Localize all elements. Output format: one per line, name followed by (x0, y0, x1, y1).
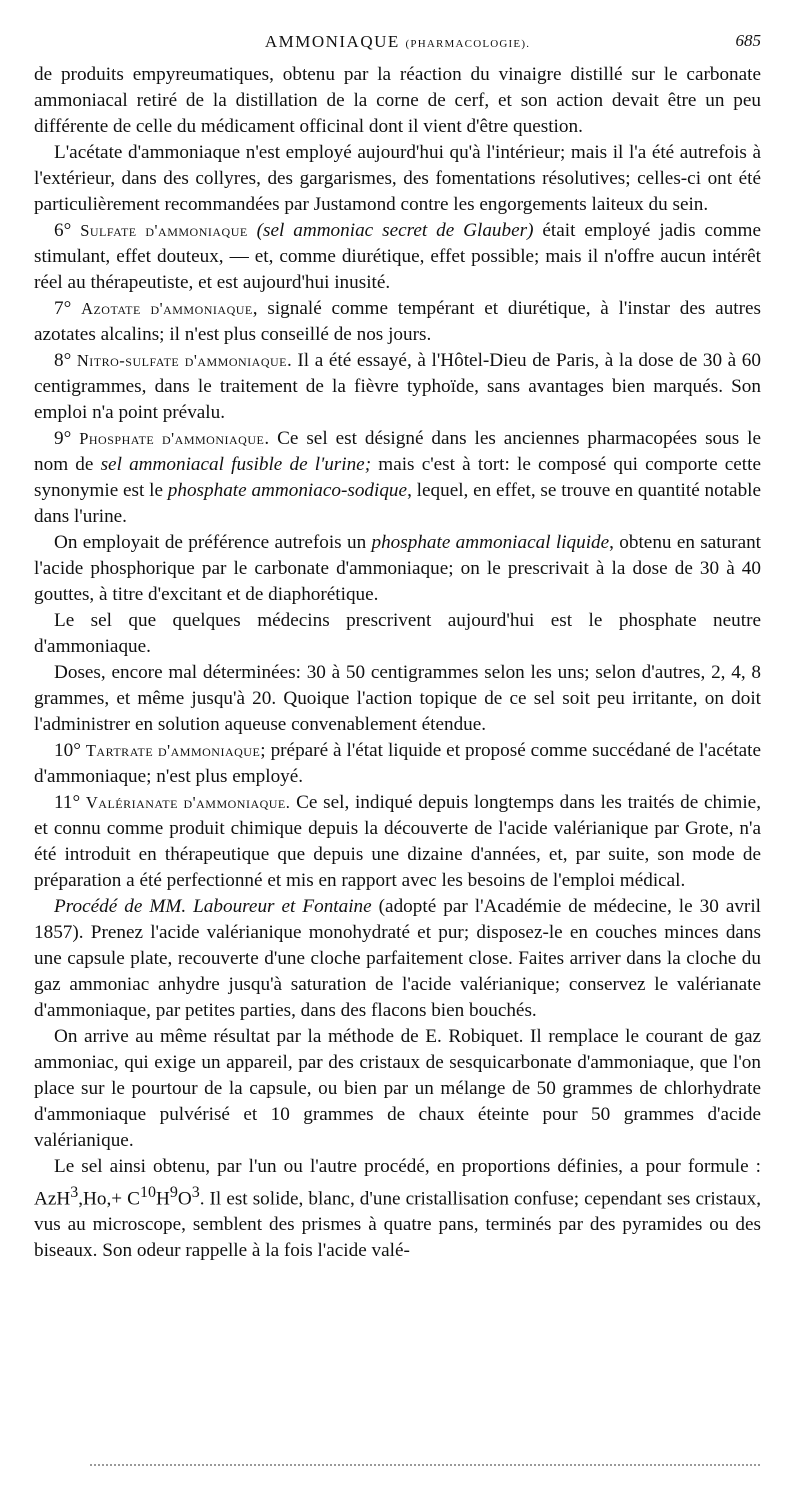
header-title: AMMONIAQUE (264, 32, 400, 51)
paragraph-tartrate: 10° Tartrate d'ammoniaque; préparé à l'état liquide et proposé comme succédané de l'acétate d'ammoniaque; n'est plus employé. (34, 740, 761, 787)
italic-phrase: phosphate ammoniacal liquide (371, 532, 610, 553)
paragraph-sulfate: 6° Sulfate d'ammoniaque (sel ammoniac secret de Glauber) était employé jadis comme stimulant, effet douteux, — et, comme diurétique, effet possible; mais il n'offre aucun intérêt réel au thérapeutiste, et est aujourd'hui inusité. (34, 220, 761, 293)
paragraph-azotate: 7° Azotate d'ammoniaque, signalé comme tempérant et diurétique, à l'instar des autres azotates alcalins; il n'est plus conseillé de nos jours. (34, 298, 761, 345)
item-title: Azotate d'ammoniaque (81, 299, 253, 318)
superscript: 3 (70, 1184, 79, 1201)
item-number: 6° (54, 220, 81, 241)
paragraph-formula: Le sel ainsi obtenu, par l'un ou l'autre procédé, en proportions définies, a pour formule : $AzH^3,Ho,+ C^{10}H^9O^3$. Il est solide, blanc, d'une cristallisation confuse; cependant ses cristaux, vus au microscope, semblent des prismes à quatre pans, terminés par des pyramides ou des biseaux. Son odeur rappelle à la fois l'acide valé- (34, 1156, 761, 1262)
superscript: 3 (191, 1184, 200, 1201)
body-text (34, 62, 761, 1264)
italic-phrase: sel ammoniacal fusible de l'urine; (100, 454, 372, 475)
bleed-through-rule (90, 1464, 760, 1466)
item-title: Sulfate d'ammoniaque (80, 221, 248, 240)
item-number: 8° (54, 350, 77, 371)
item-title: Phosphate d'ammoniaque (79, 429, 265, 448)
item-number: 9° (54, 428, 80, 449)
paragraph-liquid-phosphate: On employait de préférence autrefois un phosphate ammoniacal liquide, obtenu en saturant l'acide phosphorique par le carbonate d'ammoniaque; on le prescrivait à la dose de 30 à 40 gouttes, à titre d'excitant et de diaphorétique. (34, 532, 762, 605)
item-title: Tartrate d'ammoniaque (85, 741, 261, 760)
italic-phrase: Procédé de MM. Laboureur et Fontaine (54, 896, 372, 917)
item-number: 10° (54, 740, 86, 761)
italic-phrase: phosphate ammoniaco-sodique (167, 480, 408, 501)
italic-phrase: (sel ammoniac secret de Glauber) (256, 220, 534, 241)
header-subtitle: (PHARMACOLOGIE). (405, 38, 531, 50)
paragraph-procedure: Procédé de MM. Laboureur et Fontaine (adopté par l'Académie de médecine, le 30 avril 1857). Prenez l'acide valérianique monohydraté et pur; disposez-le en couches minces dans une capsule plate, recouverte d'une cloche parfaitement close. Faites arriver dans la cloche du gaz ammoniac anhydre jusqu'à saturation de l'acide valérianique; conservez le valérianate d'ammoniaque, par petites parties, dans des flacons bien bouchés. (34, 896, 761, 1021)
page-number: 685 (735, 31, 761, 50)
paragraph-acetate-usage: L'acétate d'ammoniaque n'est employé aujourd'hui qu'à l'intérieur; mais il l'a été autrefois à l'extérieur, dans des collyres, des gargarismes, des fomentations résolutives; celles-ci ont été particulièrement recommandées par Justamond contre les engorgements laiteux du sein. (34, 142, 761, 215)
superscript: 10 (139, 1184, 156, 1201)
paragraph-neutral-phosphate: Le sel que quelques médecins prescrivent aujourd'hui est le phosphate neutre d'ammoniaque. (34, 610, 761, 657)
item-number: 11° (54, 792, 86, 813)
paragraph-valerianate: 11° Valérianate d'ammoniaque. Ce sel, indiqué depuis longtemps dans les traités de chimie, et connu comme produit chimique depuis la découverte de l'acide valérianique par Grote, n'a été introduit en thérapeutique que depuis une dizaine d'années, et, par suite, son mode de préparation a été perfectionné et mis en rapport avec les besoins de l'emploi médical. (34, 792, 761, 891)
running-title (34, 32, 761, 52)
paragraph-doses: Doses, encore mal déterminées: 30 à 50 centigrammes selon les uns; selon d'autres, 2, 4, 8 grammes, et même jusqu'à 20. Quoique l'action topique de ce sel soit peu irritante, on doit l'administrer en solution aqueuse convenablement étendue. (34, 662, 761, 735)
running-header (34, 29, 761, 55)
item-number: 7° (54, 298, 82, 319)
item-title: Nitro-sulfate d'ammoniaque (76, 351, 287, 370)
paragraph-nitro-sulfate: 8° Nitro-sulfate d'ammoniaque. Il a été essayé, à l'Hôtel-Dieu de Paris, à la dose de 30 à 60 centigrammes, dans le traitement de la fièvre typhoïde, sans avantages bien marqués. Son emploi n'a point prévalu. (34, 350, 761, 423)
paragraph-robiquet-method: On arrive au même résultat par la méthode de E. Robiquet. Il remplace le courant de gaz ammoniac, qui exige un appareil, par des cristaux de sesquicarbonate d'ammoniaque, que l'on place sur le pourtour de la capsule, ou bien par un mélange de 50 grammes de chlorhydrate d'ammoniaque pulvérisé et 10 grammes de chaux éteinte pour 50 grammes d'acide valérianique. (34, 1026, 761, 1151)
paragraph-acetate-continued: de produits empyreumatiques, obtenu par la réaction du vinaigre distillé sur le carbonate ammoniacal retiré de la distillation de la corne de cerf, et son action devait être un peu différente de celle du médicament officinal dont il vient d'être question. (34, 64, 761, 137)
paragraph-phosphate: 9° Phosphate d'ammoniaque. Ce sel est désigné dans les anciennes pharmacopées sous le nom de sel ammoniacal fusible de l'urine; mais c'est à tort: le composé qui comporte cette synonymie est le phosphate ammoniaco-sodique, lequel, en effet, se trouve en quantité notable dans l'urine. (34, 428, 762, 527)
item-title: Valérianate d'ammoniaque. (85, 793, 291, 812)
superscript: 9 (169, 1184, 178, 1201)
